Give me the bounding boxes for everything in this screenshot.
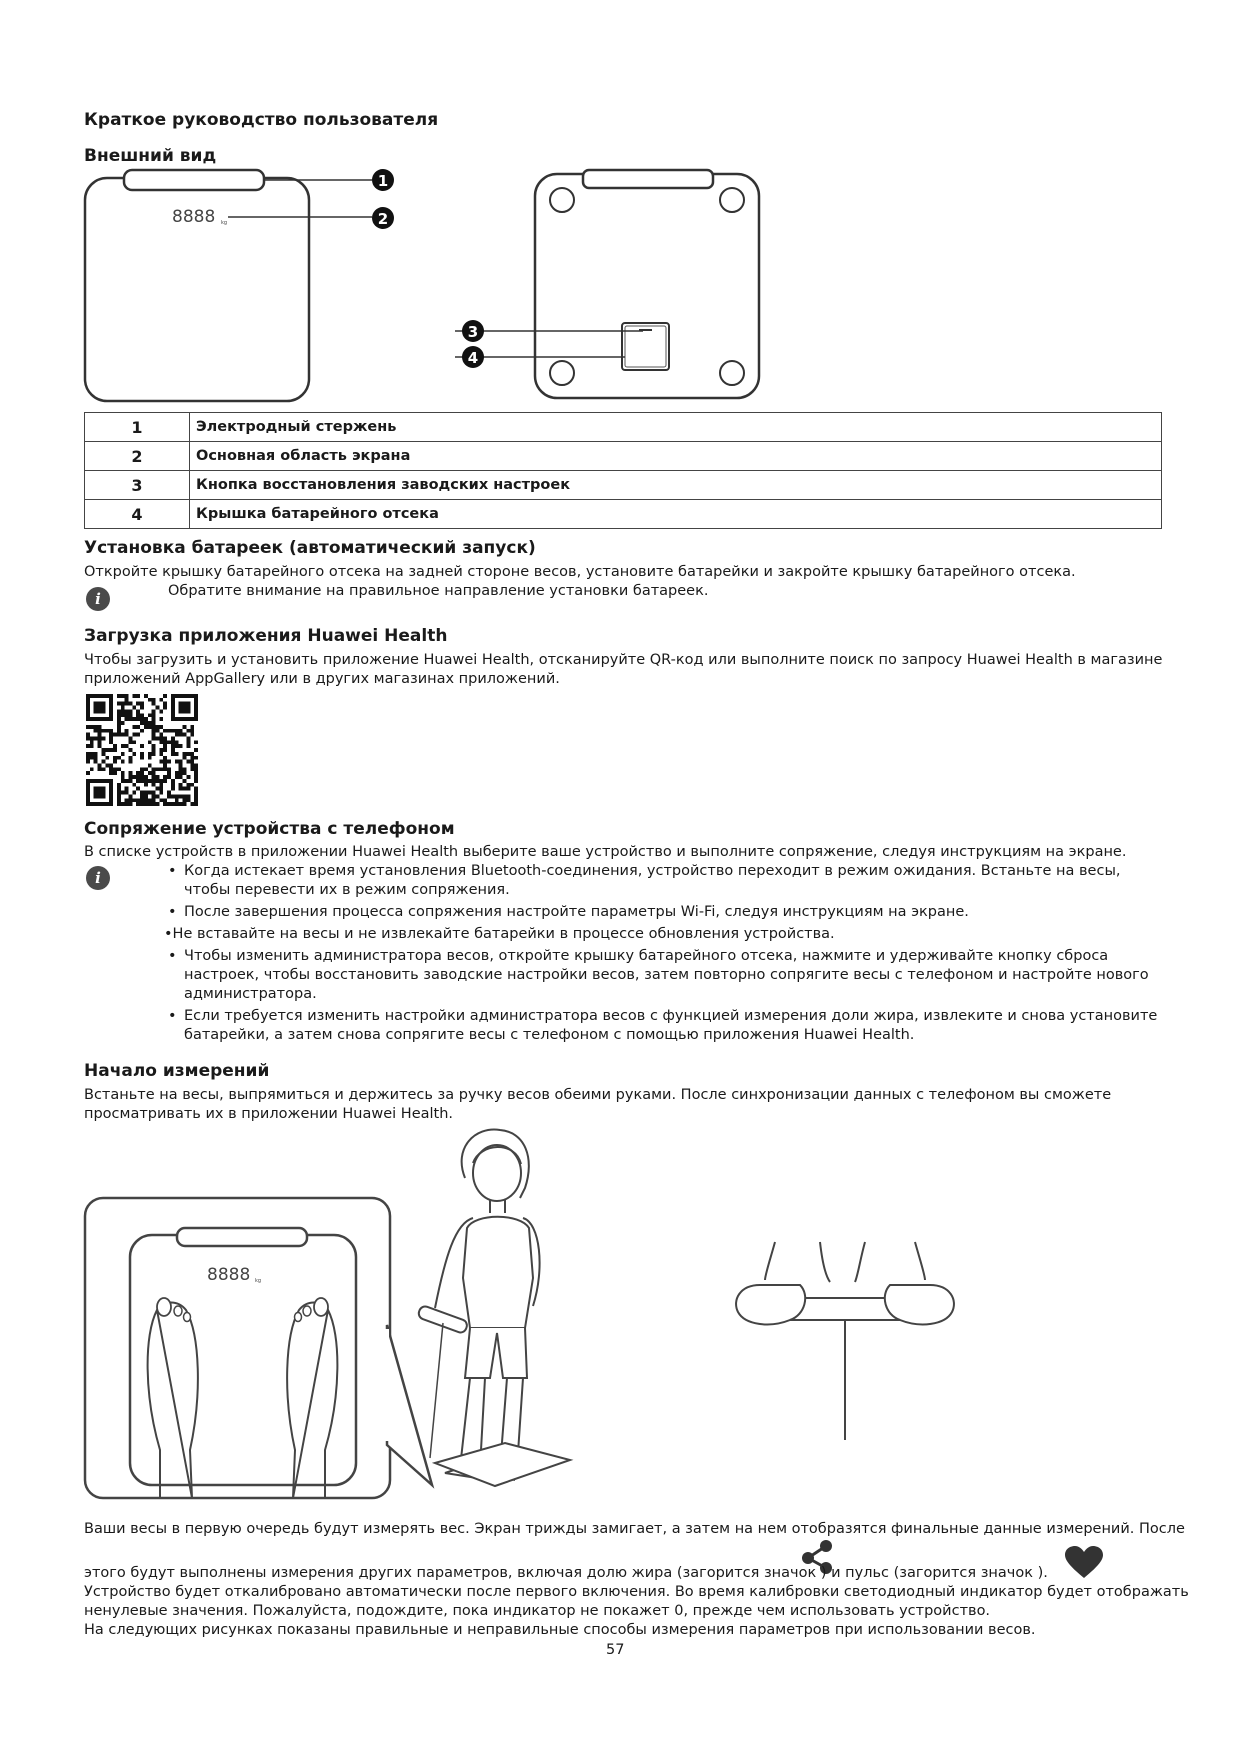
back-callouts (460, 318, 490, 378)
legend-label-1: Электродный стержень (190, 413, 1162, 442)
front-display-digits: 8888 (172, 207, 216, 227)
info-icon: i (86, 866, 110, 890)
callout-1: 1 (377, 172, 389, 190)
measure-para-line1: Ваши весы в первую очередь будут измерять вес. Экран трижды замигает, а затем на нем отобразятся финальные данные измерений. После (84, 1521, 1185, 1537)
legend-label-3: Кнопка восстановления заводских настроек (190, 471, 1162, 500)
table-row (85, 471, 1162, 500)
feet-on-scale-illustration (82, 1195, 442, 1505)
list-item: •Не вставайте на весы и не извлекайте батарейки в процессе обновления устройства. (164, 926, 835, 942)
measure-text-line1: Встаньте на весы, выпрямиться и держитесь за ручку весов обеими руками. После синхронизации данных с телефоном вы сможете (84, 1087, 1112, 1103)
measure-para-line2: этого будут выполнены измерения других параметров, включая долю жира (загорится значок ) и пульс (загорится значок ). (84, 1565, 1048, 1581)
list-item: • Чтобы изменить администратора весов, откройте крышку батарейного отсека, нажмите и удерживайте кнопку сброса настроек, чтобы восстановить заводские настройки весов, затем повторно сопрягите весы с телефоном и настройте нового администратора. (166, 947, 1158, 1004)
legend-label-4: Крышка батарейного отсека (190, 500, 1162, 529)
legend-label-2: Основная область экрана (190, 442, 1162, 471)
scale-display-unit: kg (255, 1278, 262, 1284)
pairing-notes (166, 862, 1158, 1048)
measure-para-line3: Устройство будет откалибровано автоматически после первого включения. Во время калибровки светодиодный индикатор будет отображать (84, 1584, 1189, 1600)
hands-on-handle-illustration (730, 1240, 960, 1440)
woman-on-scale-illustration (415, 1118, 595, 1518)
pairing-text: В списке устройств в приложении Huawei Health выберите ваше устройство и выполните сопряжение, следуя инструкциям на экране. (84, 844, 1127, 860)
callout-4: 4 (467, 349, 479, 367)
battery-note: Обратите внимание на правильное направление установки батареек. (168, 583, 709, 599)
measure-heading: Начало измерений (84, 1061, 270, 1081)
download-heading: Загрузка приложения Huawei Health (84, 626, 448, 646)
measure-text-line2: просматривать их в приложении Huawei Health. (84, 1106, 454, 1122)
battery-heading: Установка батареек (автоматический запуск) (84, 538, 536, 558)
info-icon: i (86, 587, 110, 611)
list-item: • После завершения процесса сопряжения настройте параметры Wi-Fi, следуя инструкциям на экране. (166, 903, 1158, 922)
table-row (85, 442, 1162, 471)
table-row (85, 413, 1162, 442)
callout-2: 2 (377, 210, 389, 228)
page-number: 57 (606, 1642, 625, 1658)
download-text-line1: Чтобы загрузить и установить приложение Huawei Health, отсканируйте QR-код или выполните поиск по запросу Huawei Health в магазине (84, 652, 1163, 668)
front-display-unit: kg (221, 220, 228, 226)
legend-num-1: 1 (85, 413, 190, 442)
legend-num-3: 3 (85, 471, 190, 500)
battery-text: Откройте крышку батарейного отсека на задней стороне весов, установите батарейки и закройте крышку батарейного отсека. (84, 564, 1076, 580)
qr-code[interactable] (86, 694, 198, 806)
legend-table (84, 412, 1162, 529)
list-item: • Когда истекает время установления Bluetooth-соединения, устройство переходит в режим ожидания. Встаньте на весы, чтобы перевести их в режим сопряжения. (166, 862, 1158, 900)
table-row (85, 500, 1162, 529)
callout-3: 3 (467, 323, 479, 341)
heart-rate-icon (1064, 1546, 1104, 1580)
list-item: • Если требуется изменить настройки администратора весов с функцией измерения доли жира, извлеките и снова установите батарейки, а затем снова сопрягите весы с телефоном с помощью приложения Huawei Health. (166, 1007, 1158, 1045)
measure-para-line5: На следующих рисунках показаны правильные и неправильные способы измерения параметров при использовании весов. (84, 1622, 1036, 1638)
legend-num-2: 2 (85, 442, 190, 471)
qr-code-image (86, 694, 198, 806)
appearance-heading: Внешний вид (84, 146, 217, 166)
download-text-line2: приложений AppGallery или в других магазинах приложений. (84, 671, 560, 687)
scale-display-digits: 8888 (207, 1265, 251, 1285)
legend-num-4: 4 (85, 500, 190, 529)
scale-front-illustration (80, 168, 420, 408)
page-title: Краткое руководство пользователя (84, 110, 439, 130)
pairing-heading: Сопряжение устройства с телефоном (84, 819, 455, 839)
measure-para-line4: ненулевые значения. Пожалуйста, подождите, пока индикатор не покажет 0, прежде чем использовать устройство. (84, 1603, 991, 1619)
scale-back-illustration (455, 168, 775, 408)
